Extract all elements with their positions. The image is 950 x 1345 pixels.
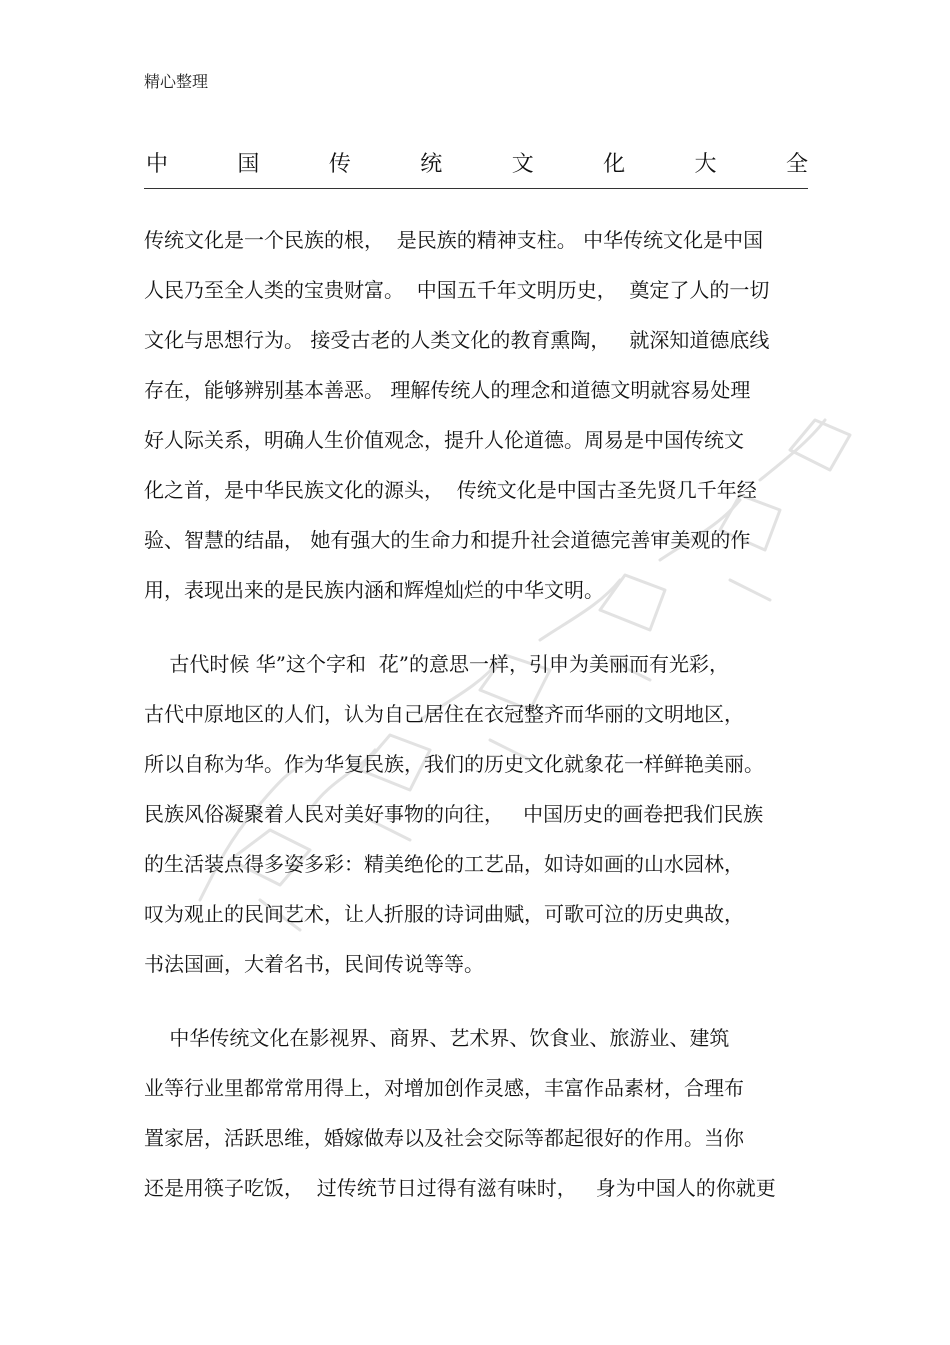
title-char: 文: [511, 152, 534, 177]
title-char: 全: [785, 152, 808, 177]
text-line: 存在，能够辨别基本善恶。 理解传统人的理念和道德文明就容易处理: [144, 378, 751, 402]
text-line: 古代时候 华”这个字和 花”的意思一样，引申为美丽而有光彩，: [144, 652, 729, 676]
text-line: 人民乃至全人类的宝贵财富。 中国五千年文明历史， 奠定了人的一切: [144, 278, 770, 302]
header-note: 精心整理: [144, 72, 209, 91]
text-line: 中华传统文化在影视界、商界、艺术界、饮食业、旅游业、建筑: [144, 1026, 730, 1050]
text-line: 民族风俗凝聚着人民对美好事物的向往， 中国历史的画卷把我们民族: [144, 802, 764, 826]
title-char: 统: [420, 152, 443, 177]
title-char: 中: [146, 152, 169, 177]
text-line: 书法国画，大着名书，民间传说等等。: [144, 952, 484, 976]
paragraph-2: [144, 639, 814, 989]
title-char: 传: [328, 152, 351, 177]
title-underline: [144, 188, 808, 189]
text-line: 验、智慧的结晶， 她有强大的生命力和提升社会道德完善审美观的作: [144, 528, 751, 552]
paragraph-3: [144, 1013, 814, 1213]
text-line: 化之首，是中华民族文化的源头， 传统文化是中国古圣先贤几千年经: [144, 478, 757, 502]
text-line: 古代中原地区的人们，认为自己居住在衣冠整齐而华丽的文明地区，: [144, 702, 744, 726]
text-line: 业等行业里都常常用得上，对增加创作灵感，丰富作品素材，合理布: [144, 1076, 744, 1100]
text-line: 还是用筷子吃饭， 过传统节日过得有滋有味时， 身为中国人的你就更: [144, 1176, 776, 1200]
title-char: 国: [237, 152, 260, 177]
text-line: 传统文化是一个民族的根， 是民族的精神支柱。 中华传统文化是中国: [144, 228, 764, 252]
text-line: 的生活装点得多姿多彩：精美绝伦的工艺品，如诗如画的山水园林，: [144, 852, 744, 876]
title-char: 化: [603, 152, 626, 177]
title-char: 大: [694, 152, 717, 177]
paragraph-1: [144, 215, 814, 615]
text-line: 叹为观止的民间艺术，让人折服的诗词曲赋，可歌可泣的历史典故，: [144, 902, 744, 926]
text-line: 好人际关系，明确人生价值观念，提升人伦道德。周易是中国传统文: [144, 428, 744, 452]
text-line: 所以自称为华。作为华复民族，我们的历史文化就象花一样鲜艳美丽。: [144, 752, 764, 776]
text-line: 置家居，活跃思维，婚嫁做寿以及社会交际等都起很好的作用。当你: [144, 1126, 744, 1150]
page-title: [146, 150, 808, 180]
text-line: 文化与思想行为。 接受古老的人类文化的教育熏陶， 就深知道德底线: [144, 328, 770, 352]
text-line: 用，表现出来的是民族内涵和辉煌灿烂的中华文明。: [144, 578, 604, 602]
